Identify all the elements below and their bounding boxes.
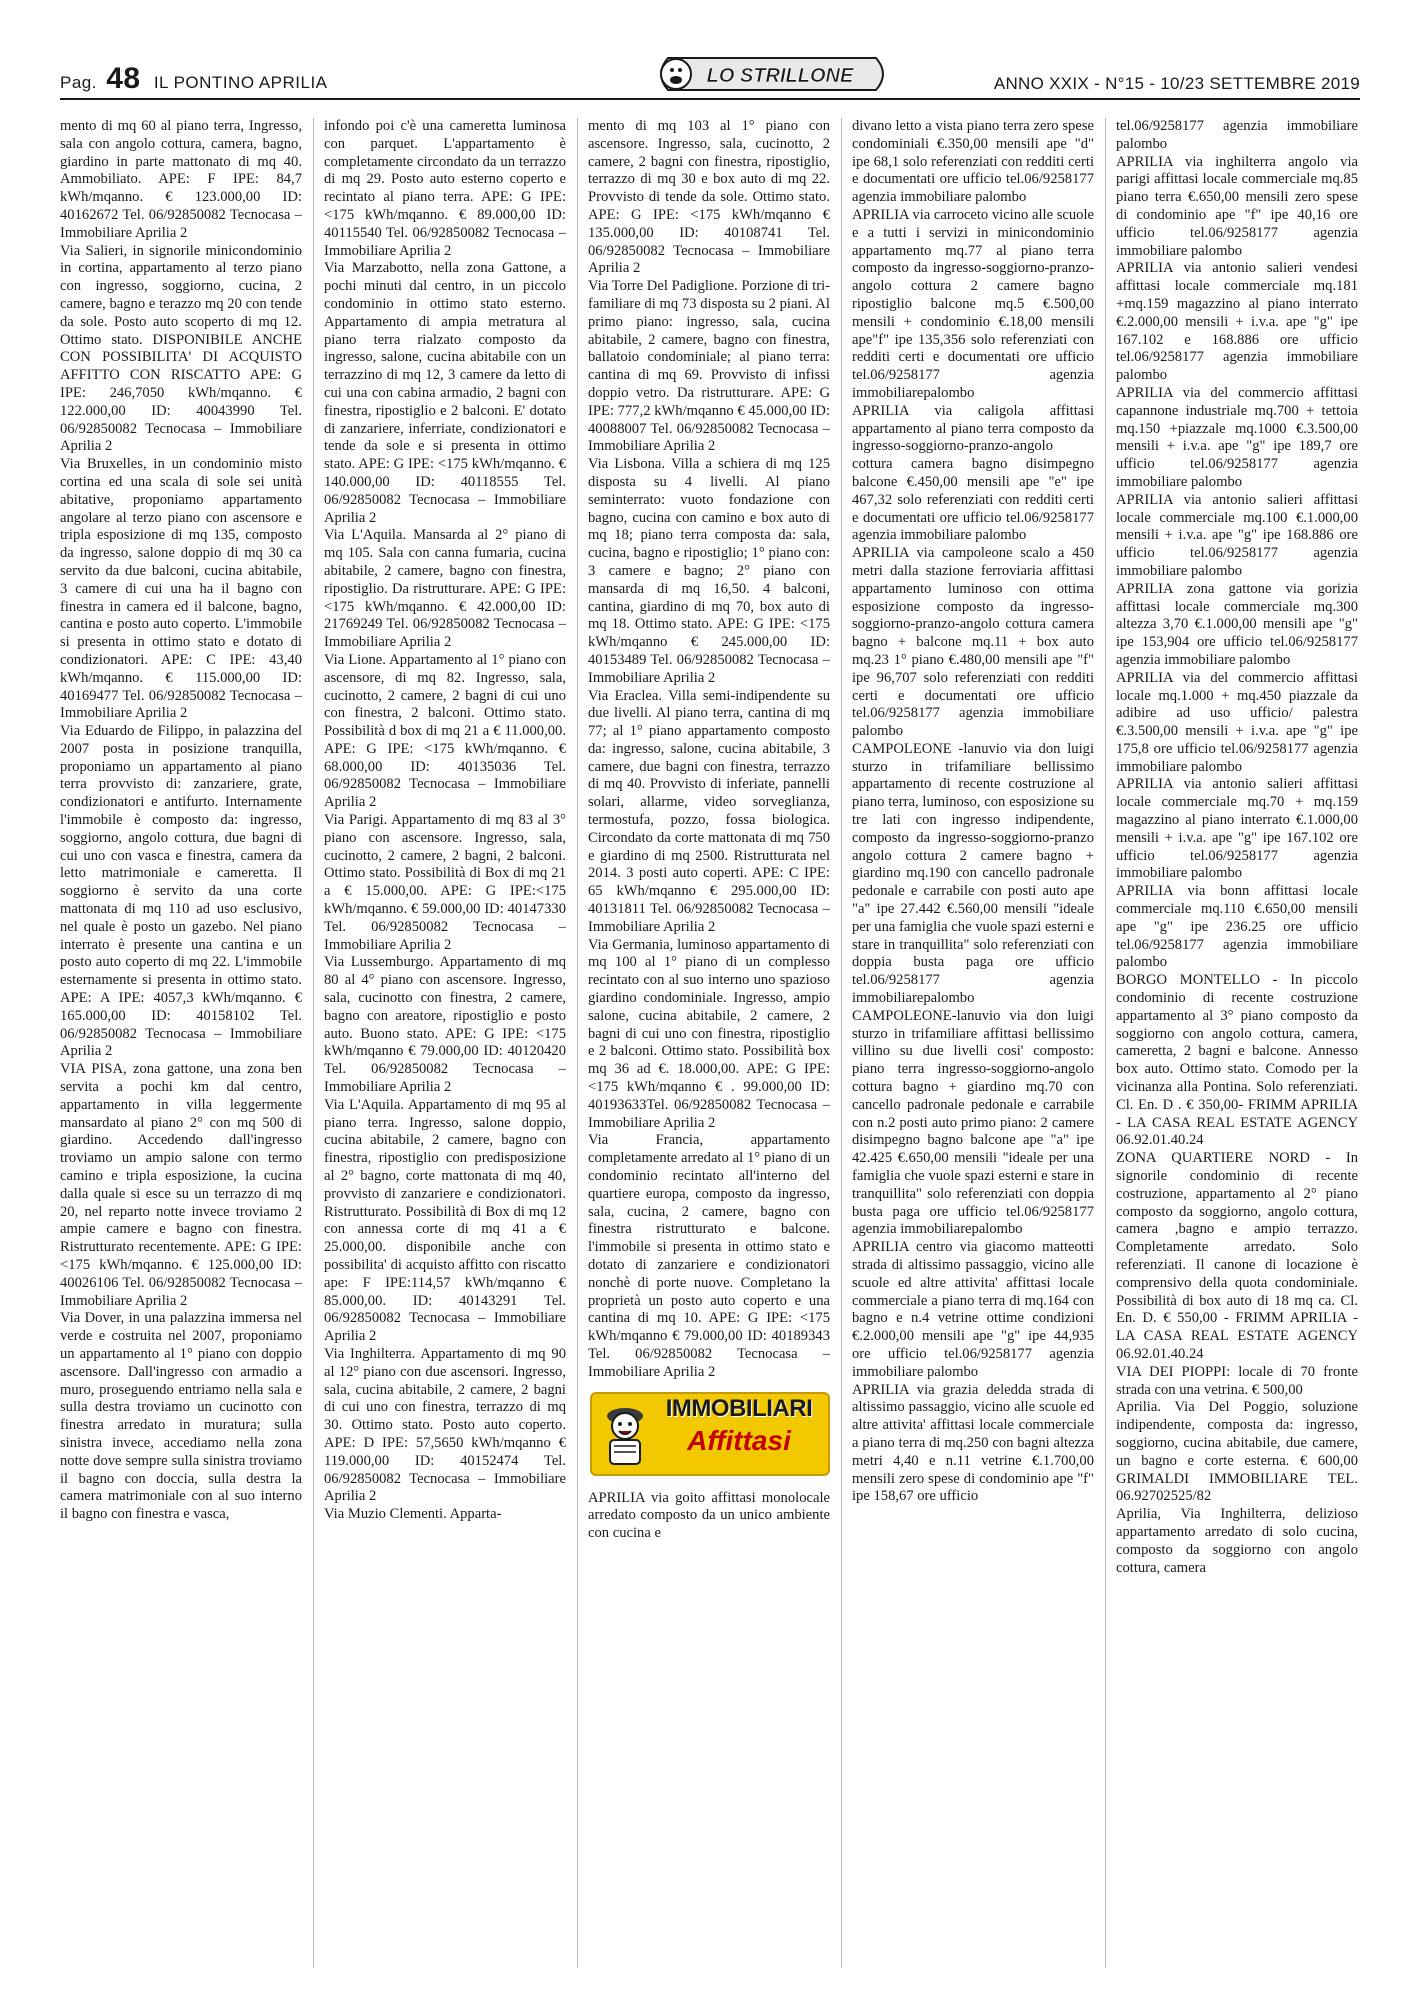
classified-ad: Via Torre Del Padiglione. Porzione di tri-familiare di mq 73 disposta su 2 piani. Al primo piano: ingresso, sala, cucina abitabile, 2 camere, bagno con finestra, ballatoio condominiale; al piano terra: cantina di mq 69. Provvisto di infissi doppio vetro. Da ristrutturare. APE: G IPE: 777,2 kWh/mqanno € 45.000,00 ID: 40088007 Tel. 06/92850082 Tecnocasa – Immobiliare Aprilia 2 — [588, 278, 830, 455]
classified-ad: Via Lussemburgo. Appartamento di mq 80 al 4° piano con ascensore. Ingresso, sala, cucinotto con finestra, 2 camere, bagno con areatore, ripostiglio e posto auto. Buono stato. APE: G IPE: <175 kWh/mqanno € 79.000,00 ID: 40120420 Tel. 06/92850082 Tecnocasa – Immobiliare Aprilia 2 — [324, 954, 566, 1096]
publication-name: IL PONTINO APRILIA — [153, 73, 328, 92]
classified-ad: APRILIA centro via giacomo matteotti strada di altissimo passaggio, vicino alle scuole ed altre attivita' affittasi locale commerciale a piano terra di mq.164 con bagno e n.4 vetrine ottime condizioni €.2.000,00 mensili ape "g" ipe 44,935 ore ufficio tel.06/9258177 agenzia immobiliare palombo — [852, 1239, 1094, 1380]
column-5 — [1116, 118, 1358, 1978]
page-folio — [60, 62, 328, 96]
page-prefix: Pag. — [60, 73, 97, 92]
column-3-listings — [588, 118, 830, 1382]
classified-ad: VIA PISA, zona gattone, una zona ben servita a pochi km dal centro, appartamento in villa leggermente mansardato al piano 2° con mq 500 di giardino. Accedendo dall'ingresso troviamo un ampio salone con termo camino e tripla esposizione, la cucina dalla quale si esce su un terrazzo di mq 20, nel reparto notte invece troviamo 2 ampie camere e bagno con finestra. Ristrutturato recentemente. APE: G IPE: <175 kWh/mqanno. € 125.000,00 ID: 40026106 Tel. 06/92850082 Tecnocasa – Immobiliare Aprilia 2 — [60, 1061, 302, 1309]
classified-ad: tel.06/9258177 agenzia immobiliare palombo — [1116, 118, 1358, 152]
classified-ad: Via Salieri, in signorile minicondominio in cortina, appartamento al terzo piano con ingresso, soggiorno, cucina, 2 camere, bagno e terazzo mq 20 con tende da sole. Posto auto scoperto di mq 12. Ottimo stato. DISPONIBILE ANCHE CON POSSIBILITA' DI ACQUISTO AFFITTO CON RISCATTO APE: G IPE: 246,7050 kWh/mqanno. € 122.000,00 ID: 40043990 Tel. 06/92850082 Tecnocasa – Immobiliare Aprilia 2 — [60, 242, 302, 455]
lo-strillone-logo — [650, 52, 895, 96]
classified-ad: Via Parigi. Appartamento di mq 83 al 3° piano con ascensore. Ingresso, sala, cucinotto, 2 camere, 2 bagni, 2 balconi. Ottimo stato. Possibilità di Box di mq 21 a € 15.000,00. APE: G IPE:<175 kWh/mqanno. € 59.000,00 ID: 40147330 Tel. 06/92850082 Tecnocasa – Immobiliare Aprilia 2 — [324, 812, 566, 953]
classified-ad: APRILIA via carroceto vicino alle scuole e a tutti i servizi in minicondominio appartamento mq.77 al piano terra composto da ingresso-soggiorno-pranzo-angolo cottura 2 camere bagno ripostiglio balcone mq.5 €.500,00 mensili + condominio €.18,00 mensili ape"f" ipe 135,356 solo referenziati con redditi certi e documentati ore ufficio tel.06/9258177 agenzia immobiliarepalombo — [852, 206, 1094, 401]
classified-ad: APRILIA via antonio salieri affittasi locale commerciale mq.100 €.1.000,00 mensili + i.v.a. ape "g" ipe 168.886 ore ufficio tel.06/9258177 agenzia immobiliare palombo — [1116, 491, 1358, 579]
column-2 — [324, 118, 566, 1978]
classified-ad: Aprilia, Via Inghilterra, delizioso appartamento arredato di solo cucina, composto da soggiorno con angolo cottura, camera — [1116, 1506, 1358, 1576]
classified-ad: Via Eduardo de Filippo, in palazzina del 2007 posta in posizione tranquilla, proponiamo un appartamento al piano terra provvisto di: zanzariere, grate, condizionatori e antifurto. Internamente l'immobile è composto da: ingresso, soggiorno, angolo cottura, due bagni di cui uno con vasca e finestra, camera da letto matrimoniale e cameretta. Il soggiorno è servito da una corte mattonata di mq 110 ad uso esclusivo, nel quale è posto un gazebo. Nel piano interrato è presente una cantina e un posto auto coperto di mq 22. L'immobile esternamente si presenta in ottimo stato. APE: A IPE: 4057,3 kWh/mqanno. € 165.000,00 ID: 40158102 Tel. 06/92850082 Tecnocasa – Immobiliare Aprilia 2 — [60, 723, 302, 1060]
classified-ad: APRILIA via inghilterra angolo via parigi affittasi locale commerciale mq.85 piano terra €.650,00 mensili zero spese di condominio ape "f" ipe 40,16 ore ufficio tel.06/9258177 agenzia immobiliare palombo — [1116, 153, 1358, 259]
classified-ad: APRILIA via antonio salieri affittasi locale commerciale mq.70 + mq.159 magazzino al piano interrato €.1.000,00 mensili + i.v.a. ape "g" ipe 167.102 ore ufficio tel.06/9258177 agenzia immobiliare palombo — [1116, 776, 1358, 882]
classified-ad: BORGO MONTELLO - In piccolo condominio di recente costruzione appartamento al 3° piano composto da soggiorno con angolo cottura, camera, cameretta, 2 bagni e balcone. Annesso box auto. Ottimo stato. Comodo per la vicinanza alla Pontina. Solo referenziati. Cl. En. D . € 350,00- FRIMM APRILIA - LA CASA REAL ESTATE AGENCY 06.92.01.40.24 — [1116, 972, 1358, 1149]
classified-ad: APRILIA via antonio salieri vendesi affittasi locale commerciale mq.181 +mq.159 magazzino al piano interrato €.2.000,00 mensili + i.v.a. ape "g" ipe 167.102 e 168.886 ore ufficio tel.06/9258177 agenzia immobiliare palombo — [1116, 260, 1358, 384]
column-rule — [841, 118, 842, 1968]
classified-ad: Via Lione. Appartamento al 1° piano con ascensore, di mq 82. Ingresso, sala, cucinotto, 2 camere, 2 bagni di cui uno con finestra, 2 balconi. Ottimo stato. Possibilità d box di mq 21 a € 11.000,00. APE: G IPE: <175 kWh/mqanno. € 68.000,00 ID: 40135036 Tel. 06/92850082 Tecnocasa – Immobiliare Aprilia 2 — [324, 651, 566, 811]
classified-ad: Via L'Aquila. Appartamento di mq 95 al piano terra. Ingresso, salone doppio, cucina abitabile, 2 camere, bagno con finestra, ripostiglio con predisposizione al 2° bagno, corte mattonata di mq 40, provvisto di zanzariere e condizionatori. Ristrutturato. Possibilità di Box di mq 12 con annessa corte di mq 41 a € 25.000,00. disponibile anche con possibilita' di acquisto affitto con riscatto ape: F IPE:114,57 kWh/mqanno € 85.000,00. ID: 40143291 Tel. 06/92850082 Tecnocasa – Immobiliare Aprilia 2 — [324, 1096, 566, 1345]
column-3 — [588, 118, 830, 1978]
issue-info: ANNO XXIX - N°15 - 10/23 SETTEMBRE 2019 — [993, 74, 1360, 93]
classified-ad: Via Dover, in una palazzina immersa nel verde e costruita nel 2007, proponiamo un appartamento al 1° piano con doppio ascensore. Dall'ingresso con armadio a muro, proseguendo entriamo nella sala e sulla destra troviamo un cucinotto con finestra arredato in muratura; sulla sinistra invece, accediamo nella zona notte dove sempre sulla sinistra troviamo il bagno con doccia, sulla destra la camera matrimoniale con al suo interno il bagno con finestra e vasca, — [60, 1310, 302, 1523]
column-4 — [852, 118, 1094, 1978]
classified-ad: Via Inghilterra. Appartamento di mq 90 al 12° piano con due ascensori. Ingresso, sala, cucina abitabile, 2 camere, 2 bagni di cui uno con finestra, terrazzo di mq 30. Ottimo stato. Posto auto coperto. APE: D IPE: 57,5650 kWh/mqanno € 119.000,00 ID: 40152474 Tel. 06/92850082 Tecnocasa – Immobiliare Aprilia 2 — [324, 1345, 566, 1505]
banner-subtitle: Affittasi — [687, 1424, 791, 1456]
column-rule — [577, 118, 578, 1968]
classified-ad: Via Lisbona. Villa a schiera di mq 125 disposta su 4 livelli. Al piano seminterrato: vuoto fondazione con bagno, cucina con camino e box auto di mq 18; piano terra composta da: sala, cucina, bagno e ripostiglio; 1° piano con: 3 camere e bagno; 2° piano con mansarda di mq 16,50. 4 balconi, cantina, giardino di mq 70, box auto di mq 18. Ottimo stato. APE: G IPE: <175 kWh/mqanno € 245.000,00 ID: 40153489 Tel. 06/92850082 Tecnocasa – Immobiliare Aprilia 2 — [588, 456, 830, 686]
immobiliari-affittasi-banner — [590, 1392, 830, 1476]
classified-ad: mento di mq 60 al piano terra, Ingresso, sala con angolo cottura, camera, bagno, giardino in parte mattonato di mq 40. Ammobiliato. APE: F IPE: 84,7 kWh/mqanno. € 123.000,00 ID: 40162672 Tel. 06/92850082 Tecnocasa – Immobiliare Aprilia 2 — [60, 118, 302, 241]
classified-ad: Aprilia. Via Del Poggio, soluzione indipendente, composta da: ingresso, soggiorno, cucina abitabile, due camere, un bagno e corte esterna. € 600,00 GRIMALDI IMMOBILIARE TEL. 06.92702525/82 — [1116, 1399, 1358, 1505]
classified-ad: CAMPOLEONE -lanuvio via don luigi sturzo in trifamiliare bellissimo appartamento di recente costruzione al piano terra, luminoso, con esposizione su tre lati con ingresso indipendente, composto da ingresso-soggiorno-pranzo angolo cottura 2 camere bagno + giardino mq.190 con cancello padronale pedonale e carrabile con posti auto ape "a" ipe 27.442 €.560,00 mensili "ideale per una famiglia che vuole spazi esterni e stare in tranquillita" solo referenziati con doppia busta paga ore ufficio tel.06/9258177 agenzia immobiliarepalombo — [852, 740, 1094, 1007]
column-3-after-banner — [588, 1490, 830, 1543]
classified-ad: APRILIA via del commercio affittasi locale mq.1.000 + mq.450 piazzale da adibire ad uso ufficio/ palestra €.3.500,00 mensili + i.v.a. ape "g" ipe 175,8 ore ufficio tel.06/9258177 agenzia immobiliare palombo — [1116, 669, 1358, 775]
page-number: 48 — [106, 62, 141, 95]
classified-ad: APRILIA via goito affittasi monolocale arredato composto da un unico ambiente con cucina e — [588, 1489, 830, 1542]
classified-ad: APRILIA via caligola affittasi appartamento al piano terra composto da ingresso-soggiorno-pranzo-angolo cottura camera bagno disimpegno balcone €.450,00 mensili ape "e" ipe 467,32 solo referenziati con redditi certi e documentati ore ufficio tel.06/9258177 agenzia immobiliare palombo — [852, 402, 1094, 544]
classified-ad: CAMPOLEONE-lanuvio via don luigi sturzo in trifamiliare affittasi bellissimo villino su due livelli cosi' composto: piano terra ingresso-soggiorno-angolo cottura bagno + giardino mq.70 con cancello padronale pedonale e carrabile con n.2 posti auto primo piano: 2 camere disimpegno bagno balcone ape "a" ipe 42.425 €.650,00 mensili "ideale per una famiglia che vuole spazi esterni e stare in tranquillita" solo referenziati con doppia busta paga ore ufficio tel.06/9258177 agenzia immobiliarepalombo — [852, 1007, 1094, 1238]
logo-wordmark: LO STRILLONE — [706, 65, 854, 87]
banner-title: IMMOBILIARI — [665, 1394, 813, 1422]
classified-ad: APRILIA via bonn affittasi locale commerciale mq.110 €.650,00 mensili ape "g" ipe 236.25 ore ufficio tel.06/9258177 agenzia immobiliare palombo — [1116, 883, 1358, 971]
classified-ad: mento di mq 103 al 1° piano con ascensore. Ingresso, sala, cucinotto, 2 camere, 2 bagni con finestra, ripostiglio, terrazzo di mq 30 e box auto di mq 22. Provvisto di tende da sole. Ottimo stato. APE: G IPE: <175 kWh/mqanno € 135.000,00 ID: 40108741 Tel. 06/92850082 Tecnocasa – Immobiliare Aprilia 2 — [588, 118, 830, 277]
classified-ad: Via Bruxelles, in un condominio misto cortina ed una scala di sole sei unità abitative, proponiamo appartamento angolare al terzo piano con ascensore e tripla esposizione di mq 135, composto da ingresso, salone doppio di mq 30 ca servito da due balconi, cucina abitabile, 3 camere di cui una ha il bagno con finestra in camera ed il balcone, bagno, cantina e posto auto coperto. L'immobile si presenta in ottimo stato e dotato di condizionatori. APE: C IPE: 43,40 kWh/mqanno. € 115.000,00 ID: 40169477 Tel. 06/92850082 Tecnocasa – Immobiliare Aprilia 2 — [60, 456, 302, 722]
classified-ad: Via Marzabotto, nella zona Gattone, a pochi minuti dal centro, in un piccolo condominio in ottimo stato esterno. Appartamento di ampia metratura al piano terra rialzato composto da ingresso, salone, cucina abitabile con un terrazzino di mq 12, 3 camere da letto di cui una con cabina armadio, 2 bagni con finestra, ripostiglio e 2 balconi. E' dotato di zanzariere, inferriate, condizionatori e tende da sole e si presenta in ottimo stato. APE: G IPE: <175 kWh/mqanno. € 140.000,00 ID: 40118555 Tel. 06/92850082 Tecnocasa – Immobiliare Aprilia 2 — [324, 260, 566, 526]
newsboy-mascot-icon — [598, 1400, 652, 1466]
classified-ad: Via Francia, appartamento completamente arredato al 1° piano di un condominio recintato all'interno del quartiere europa, composto da ingresso, sala, cucina, 2 camere, bagno con finestra ristrutturato e balcone. l'immobile si presenta in ottimo stato e dotato di zanzariere e condizionatori nonchè di porte nuove. Completano la proprietà un posto auto coperto e una cantina di mq 10. APE: G IPE: <175 kWh/mqanno € 79.000,00 ID: 40189343 Tel. 06/92850082 Tecnocasa – Immobiliare Aprilia 2 — [588, 1132, 830, 1380]
classifieds-columns — [60, 118, 1360, 1978]
page-header — [60, 62, 1360, 100]
classified-ad: infondo poi c'è una cameretta luminosa con parquet. L'appartamento è completamente circondato da un terrazzo di mq 29. Posto auto esterno coperto e recintato al piano terra. APE: G IPE: <175 kWh/mqanno. € 89.000,00 ID: 40115540 Tel. 06/92850082 Tecnocasa – Immobiliare Aprilia 2 — [324, 118, 566, 259]
column-rule — [1105, 118, 1106, 1968]
classified-ad: APRILIA via grazia deledda strada di altissimo passaggio, vicino alle scuole ed altre attivita' affittasi locale commerciale a piano terra di mq.250 con bagni altezza metri 4,40 e n.11 vetrine €.1.700,00 mensili zero spese di condominio ape "f" ipe 158,67 ore ufficio — [852, 1381, 1094, 1505]
classified-ad: divano letto a vista piano terra zero spese condominiali €.350,00 mensili ape "d" ipe 68,1 solo referenziati con redditi certi e documentati ore ufficio tel.06/9258177 agenzia immobiliare palombo — [852, 118, 1094, 206]
classified-ad: APRILIA via campoleone scalo a 450 metri dalla stazione ferroviaria affittasi appartamento luminoso con ottima esposizione composto da ingresso-soggiorno-pranzo-angolo cottura camera bagno + balcone mq.11 + box auto mq.23 1° piano €.480,00 mensili ape "f" ipe 96,707 solo referenziati con redditi certi e documentati ore ufficio tel.06/9258177 agenzia immobiliare palombo — [852, 545, 1094, 740]
classified-ad: APRILIA via del commercio affittasi capannone industriale mq.700 + tettoia mq.150 +piazzale mq.1000 €.3.500,00 mensili + i.v.a. ape "g" ipe 189,7 ore ufficio tel.06/9258177 agenzia immobiliare palombo — [1116, 384, 1358, 490]
classified-ad: APRILIA zona gattone via gorizia affittasi locale commerciale mq.300 altezza 3,70 €.1.000,00 mensili ape "g" ipe 153,904 ore ufficio tel.06/9258177 agenzia immobiliare palombo — [1116, 580, 1358, 668]
classified-ad: Via Germania, luminoso appartamento di mq 100 al 1° piano di un complesso recintato con al suo interno uno spazioso giardino condominiale. Ingresso, ampio salone, cucina abitabile, 2 camere, 2 bagni di cui uno con finestra, ripostiglio e 2 balconi. Ottimo stato. Possibilità box mq 36 ad €. 18.000,00. APE: G IPE: <175 kWh/mqanno € . 99.000,00 ID: 40193633Tel. 06/92850082 Tecnocasa – Immobiliare Aprilia 2 — [588, 936, 830, 1131]
column-rule — [313, 118, 314, 1968]
classified-ad: Via L'Aquila. Mansarda al 2° piano di mq 105. Sala con canna fumaria, cucina abitabile, 2 camere, bagno con finestra, ripostiglio. Da ristrutturare. APE: G IPE: <175 kWh/mqanno. € 42.000,00 ID: 21769249 Tel. 06/92850082 Tecnocasa – Immobiliare Aprilia 2 — [324, 527, 566, 651]
column-1 — [60, 118, 302, 1978]
classified-ad: Via Muzio Clementi. Apparta- — [324, 1506, 502, 1523]
classified-ad: Via Eraclea. Villa semi-indipendente su due livelli. Al piano terra, cantina di mq 77; al 1° piano appartamento composto da: ingresso, salone, cucina abitabile, 3 camere, due bagni con finestra, terrazzo di mq 40. Provvisto di inferiate, pannelli solari, allarme, video sorveglianza, termostufa, pozzo, fossa biologica. Circondato da corte mattonata di mq 750 e giardino di mq 2500. Ristrutturata nel 2014. 3 posti auto coperti. APE: C IPE: 65 kWh/mqanno € 295.000,00 ID: 40131811 Tel. 06/92850082 Tecnocasa – Immobiliare Aprilia 2 — [588, 687, 830, 935]
classified-ad: ZONA QUARTIERE NORD - In signorile condominio di recente costruzione, appartamento al 2° piano composto da soggiorno, angolo cottura, camera ,bagno e ampio terrazzo. Completamente arredato. Solo referenziati. Il canone di locazione è comprensivo della quota condominiale. Possibilità di box auto di 18 mq ca. Cl. En. D. € 550,00 - FRIMM APRILIA - LA CASA REAL ESTATE AGENCY 06.92.01.40.24 — [1116, 1150, 1358, 1362]
classified-ad: VIA DEI PIOPPI: locale di 70 fronte strada con una vetrina. € 500,00 — [1116, 1363, 1358, 1398]
